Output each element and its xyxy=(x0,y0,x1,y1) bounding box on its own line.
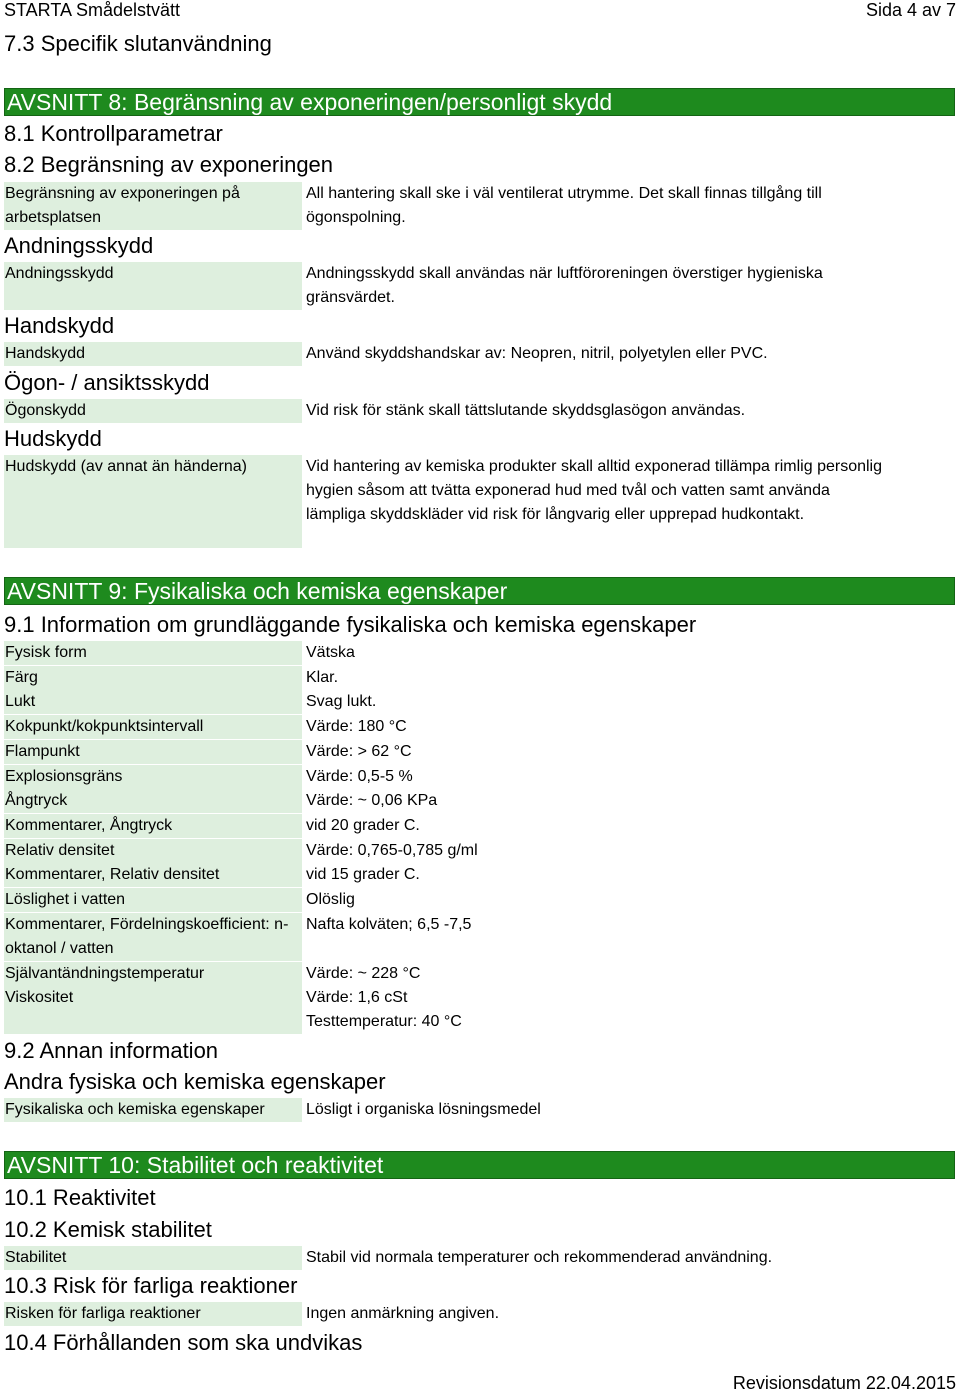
heading-8-1: 8.1 Kontrollparametrar xyxy=(4,121,223,146)
workplace-value: All hantering skall ske i väl ventilerat utrymme. Det skall finnas tillgång till ögonspolning. xyxy=(306,185,822,226)
property-label: Flampunkt xyxy=(4,740,302,764)
section-8-bar: AVSNITT 8: Begränsning av exponeringen/personligt skydd xyxy=(4,88,955,116)
heading-9-2: 9.2 Annan information xyxy=(4,1038,219,1063)
hand-value: Använd skyddshandskar av: Neopren, nitril, polyetylen eller PVC. xyxy=(306,345,768,362)
stability-label: Stabilitet xyxy=(4,1246,302,1270)
property-value: Värde: 0,765-0,785 g/ml xyxy=(306,842,478,859)
property-value: Olöslig xyxy=(306,891,355,908)
eye-heading: Ögon- / ansiktsskydd xyxy=(4,370,210,395)
property-value: Värde: ~ 0,06 KPa xyxy=(306,792,438,809)
autoignition-label: Självantändningstemperatur xyxy=(4,962,302,986)
property-label: Färg xyxy=(4,666,302,690)
eye-value: Vid risk för stänk skall tättslutande skyddsglasögon användas. xyxy=(306,402,746,419)
property-value: Värde: > 62 °C xyxy=(306,743,412,760)
property-value: Vätska xyxy=(306,644,355,661)
heading-7-3: 7.3 Specifik slutanvändning xyxy=(4,31,272,56)
workplace-label: Begränsning av exponeringen på arbetsplatsen xyxy=(4,182,302,230)
section-10-bar: AVSNITT 10: Stabilitet och reaktivitet xyxy=(4,1151,955,1179)
property-label: Lukt xyxy=(4,690,302,714)
respiratory-value: Andningsskydd skall användas när luftföroreningen överstiger hygieniska gränsvärdet. xyxy=(306,265,823,306)
respiratory-label: Andningsskydd xyxy=(4,262,302,310)
viscosity-label: Viskositet xyxy=(4,986,302,1034)
skin-heading: Hudskydd xyxy=(4,426,102,451)
skin-value: Vid hantering av kemiska produkter skall alltid exponerad tillämpa rimlig personlig hygien såsom att tvätta exponerad hud med tvål och vatten samt använda lämpliga skyddskläder vid risk för långvarig eller upprepad hudkontakt. xyxy=(306,458,882,523)
revision-date: Revisionsdatum 22.04.2015 xyxy=(732,1373,956,1393)
heading-9-1: 9.1 Information om grundläggande fysikaliska och kemiska egenskaper xyxy=(4,612,697,637)
property-value: vid 15 grader C. xyxy=(306,866,420,883)
risk-label: Risken för farliga reaktioner xyxy=(4,1302,302,1326)
property-value: vid 20 grader C. xyxy=(306,817,420,834)
risk-value: Ingen anmärkning angiven. xyxy=(306,1305,500,1322)
company-name: STARTA Smådelstvätt xyxy=(4,0,181,20)
eye-label: Ögonskydd xyxy=(4,399,302,423)
page-number: Sida 4 av 7 xyxy=(865,0,956,20)
property-value: Värde: 180 °C xyxy=(306,718,407,735)
property-label: Kommentarer, Relativ densitet xyxy=(4,863,302,887)
property-label: Löslighet i vatten xyxy=(4,888,302,912)
section-9-bar: AVSNITT 9: Fysikaliska och kemiska egenskaper xyxy=(4,577,955,605)
hand-label: Handskydd xyxy=(4,342,302,366)
hand-heading: Handskydd xyxy=(4,313,115,338)
property-value: Svag lukt. xyxy=(306,693,377,710)
property-label: Kokpunkt/kokpunktsintervall xyxy=(4,715,302,739)
property-value: Klar. xyxy=(306,669,339,686)
other-properties-value: Lösligt i organiska lösningsmedel xyxy=(306,1101,541,1118)
viscosity-value-1: Värde: 1,6 cSt xyxy=(306,989,408,1006)
heading-10-4: 10.4 Förhållanden som ska undvikas xyxy=(4,1330,363,1355)
respiratory-heading: Andningsskydd xyxy=(4,233,154,258)
property-label: Kommentarer, Ångtryck xyxy=(4,814,302,838)
other-properties-label: Fysikaliska och kemiska egenskaper xyxy=(4,1098,302,1122)
heading-10-1: 10.1 Reaktivitet xyxy=(4,1185,156,1210)
heading-8-2: 8.2 Begränsning av exponeringen xyxy=(4,152,334,177)
partition-value: Nafta kolväten; 6,5 -7,5 xyxy=(306,916,472,933)
property-label: Ångtryck xyxy=(4,789,302,813)
heading-10-2: 10.2 Kemisk stabilitet xyxy=(4,1217,212,1242)
viscosity-value xyxy=(306,986,906,1034)
heading-10-3: 10.3 Risk för farliga reaktioner xyxy=(4,1273,298,1298)
stability-value: Stabil vid normala temperaturer och rekommenderad användning. xyxy=(306,1249,773,1266)
skin-label: Hudskydd (av annat än händerna) xyxy=(4,455,302,548)
autoignition-value: Värde: ~ 228 °C xyxy=(306,965,421,982)
property-label: Fysisk form xyxy=(4,641,302,665)
property-label: Relativ densitet xyxy=(4,839,302,863)
other-properties-heading: Andra fysiska och kemiska egenskaper xyxy=(4,1069,386,1094)
viscosity-value-2: Testtemperatur: 40 °C xyxy=(306,1013,462,1030)
partition-label: Kommentarer, Fördelningskoefficient: n-oktanol / vatten xyxy=(4,913,302,961)
property-value: Värde: 0,5-5 % xyxy=(306,768,413,785)
property-label: Explosionsgräns xyxy=(4,765,302,789)
